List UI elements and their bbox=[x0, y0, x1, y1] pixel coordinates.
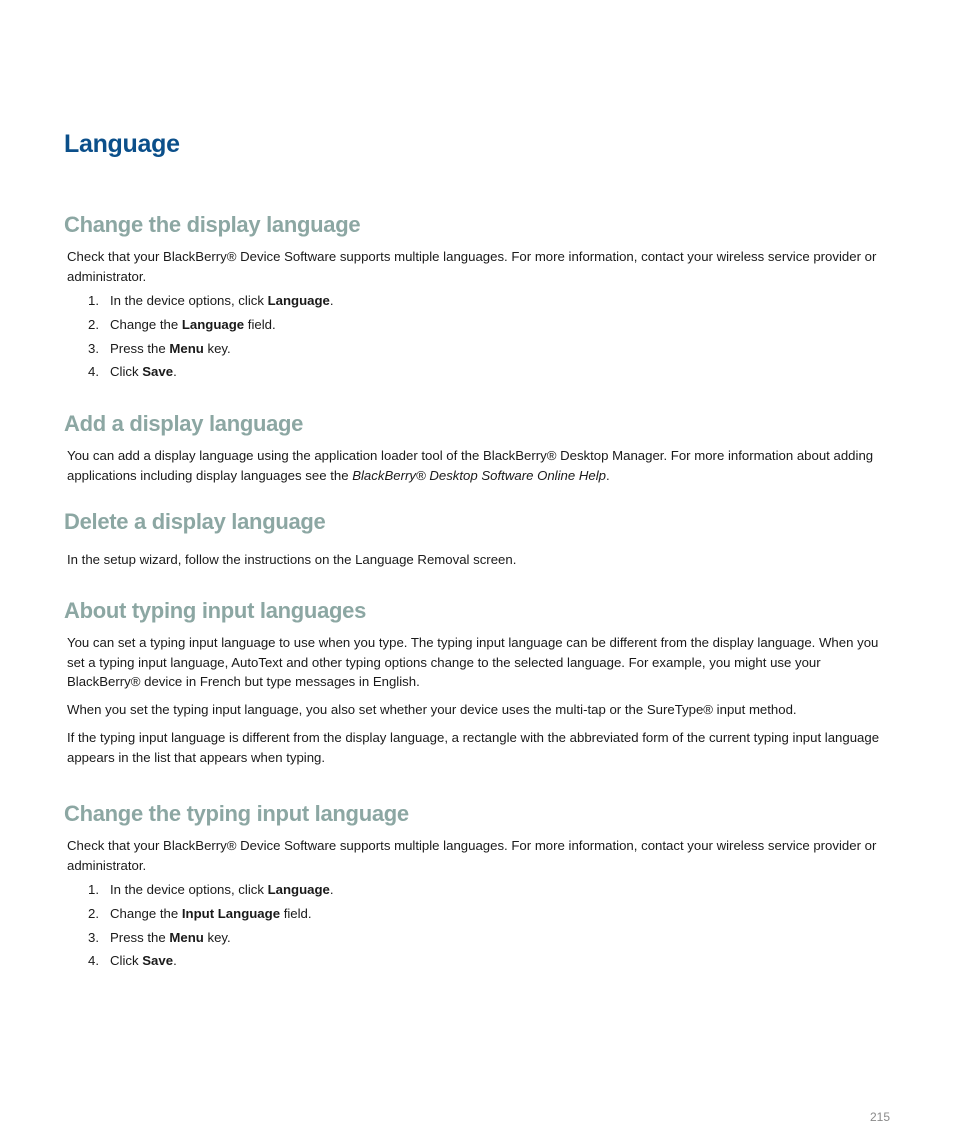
step-item: 3. Press the Menu key. bbox=[88, 340, 231, 356]
section-paragraph: If the typing input language is different from the display language, a rectangle with the abbreviated form of the current typing input language appears in the list that appears when typing. bbox=[67, 730, 880, 765]
section-paragraph: You can set a typing input language to use when you type. The typing input language can be different from the display language. When you set a typing input language, AutoText and other typing options change to the selected language. For example, you might use your BlackBerry® device in French but type messages in English. bbox=[67, 635, 879, 689]
step-item: 2. Change the Language field. bbox=[88, 316, 276, 332]
section-add-display-language bbox=[64, 410, 892, 485]
section-intro: Check that your BlackBerry® Device Software supports multiple languages. For more information, contact your wireless service provider or administrator. bbox=[67, 249, 877, 284]
step-item: 3. Press the Menu key. bbox=[88, 929, 231, 945]
step-item: 1. In the device options, click Language. bbox=[88, 293, 334, 308]
page-number: 215 bbox=[869, 1110, 890, 1124]
section-delete-display-language bbox=[64, 508, 892, 570]
chapter-title: Language bbox=[64, 130, 180, 158]
step-item: 2. Change the Input Language field. bbox=[88, 905, 312, 921]
section-intro: Check that your BlackBerry® Device Software supports multiple languages. For more information, contact your wireless service provider or administrator. bbox=[67, 838, 877, 873]
step-item: 4. Click Save. bbox=[88, 953, 177, 969]
section-heading: Change the typing input language bbox=[64, 801, 409, 826]
section-text: You can add a display language using the application loader tool of the BlackBerry® Desktop Manager. For more information about adding applications including display languages see the BlackBerry® Desktop Software Online Help. bbox=[67, 448, 874, 483]
step-list bbox=[64, 878, 892, 973]
section-text: In the setup wizard, follow the instructions on the Language Removal screen. bbox=[67, 552, 517, 567]
section-heading: About typing input languages bbox=[64, 598, 367, 623]
step-item: 4. Click Save. bbox=[88, 364, 177, 380]
section-about-typing-input-languages bbox=[64, 597, 892, 767]
section-change-display-language bbox=[64, 211, 892, 384]
step-list bbox=[64, 289, 892, 384]
section-paragraph: When you set the typing input language, you also set whether your device uses the multi-tap or the SureType® input method. bbox=[67, 702, 797, 717]
section-heading: Add a display language bbox=[64, 411, 304, 436]
section-heading: Change the display language bbox=[64, 212, 361, 237]
section-change-typing-input-language bbox=[64, 800, 892, 973]
section-heading: Delete a display language bbox=[64, 509, 326, 534]
step-item: 1. In the device options, click Language. bbox=[88, 882, 334, 897]
